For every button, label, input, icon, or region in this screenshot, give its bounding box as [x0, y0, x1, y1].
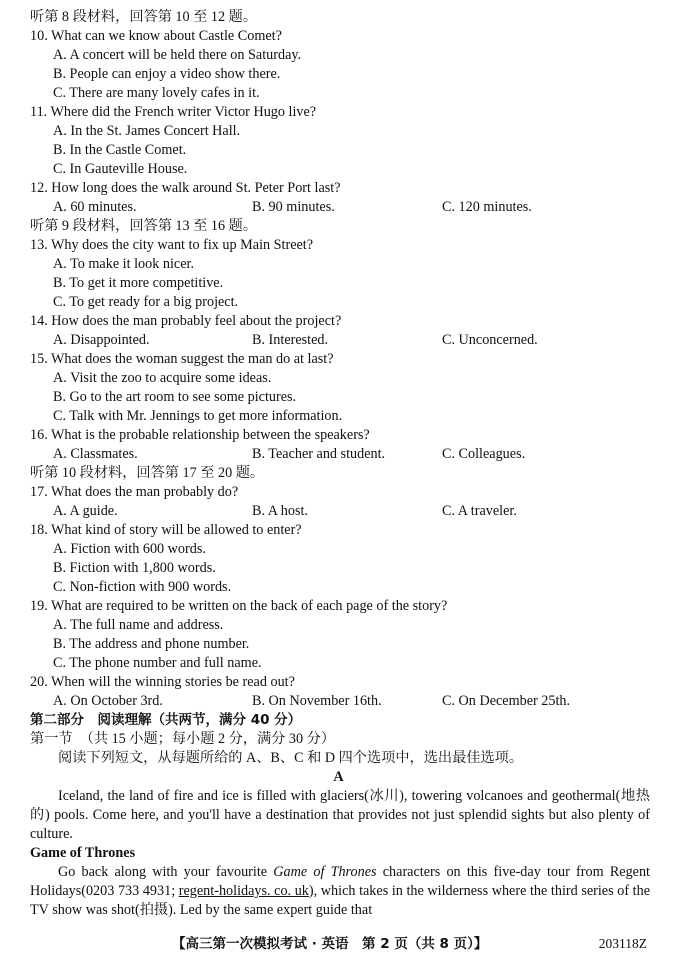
q14-options	[53, 331, 653, 350]
q19-option-c: C. The phone number and full name.	[53, 655, 262, 671]
q13-option-b: B. To get it more competitive.	[53, 275, 224, 291]
paragraph-1-text: Iceland, the land of fire and ice is filled with glaciers(冰川), towering volcanoes and geothermal(地热的) pools. Come here, and you'll have a destination that provides not just splendid sights but also plenty of culture.	[30, 788, 650, 842]
show-title: Game of Thrones	[273, 864, 377, 880]
part-two-heading: 第二部分 阅读理解（共两节，满分 40 分）	[30, 712, 302, 728]
q11-option-a: A. In the St. James Concert Hall.	[53, 123, 241, 139]
question-19: 19. What are required to be written on the back of each page of the story?	[30, 598, 448, 614]
q16-options	[53, 445, 653, 464]
listening-header-8: 听第 8 段材料，回答第 10 至 12 题。	[30, 9, 258, 25]
passage-subheading: Game of Thrones	[30, 845, 136, 861]
q17-option-a: A. A guide.	[53, 503, 118, 519]
passage-paragraph-2	[30, 863, 650, 920]
footer-title: 【高三第一次模拟考试 · 英语 第 2 页（共 8 页）】	[172, 936, 488, 952]
q16-option-a: A. Classmates.	[53, 446, 138, 462]
question-18: 18. What kind of story will be allowed to enter?	[30, 522, 302, 538]
q17-options	[53, 502, 653, 521]
q12-option-c: C. 120 minutes.	[442, 199, 532, 215]
q15-option-c: C. Talk with Mr. Jennings to get more information.	[53, 408, 343, 424]
listening-header-9: 听第 9 段材料，回答第 13 至 16 题。	[30, 218, 258, 234]
q18-option-c: C. Non-fiction with 900 words.	[53, 579, 232, 595]
question-17: 17. What does the man probably do?	[30, 484, 239, 500]
q11-option-c: C. In Gauteville House.	[53, 161, 188, 177]
q20-option-b: B. On November 16th.	[252, 693, 382, 709]
q10-option-a: A. A concert will be held there on Saturday.	[53, 47, 302, 63]
reading-instruction: 阅读下列短文，从每题所给的 A、B、C 和 D 四个选项中，选出最佳选项。	[58, 750, 524, 766]
q13-option-a: A. To make it look nicer.	[53, 256, 194, 272]
q12-option-b: B. 90 minutes.	[252, 199, 335, 215]
passage-label: A	[333, 769, 344, 785]
question-11: 11. Where did the French writer Victor Hugo live?	[30, 104, 317, 120]
q14-option-b: B. Interested.	[252, 332, 329, 348]
listening-header-10: 听第 10 段材料，回答第 17 至 20 题。	[30, 465, 265, 481]
passage-paragraph-1	[30, 787, 650, 844]
q18-option-a: A. Fiction with 600 words.	[53, 541, 206, 557]
q10-option-c: C. There are many lovely cafes in it.	[53, 85, 260, 101]
q20-option-c: C. On December 25th.	[442, 693, 571, 709]
q16-option-c: C. Colleagues.	[442, 446, 526, 462]
footer-code: 203118Z	[598, 936, 647, 951]
q10-option-b: B. People can enjoy a video show there.	[53, 66, 281, 82]
question-13: 13. Why does the city want to fix up Main Street?	[30, 237, 314, 253]
section-one-heading: 第一节 （共 15 小题；每小题 2 分，满分 30 分）	[30, 731, 336, 747]
q14-option-c: C. Unconcerned.	[442, 332, 538, 348]
question-20: 20. When will the winning stories be read out?	[30, 674, 295, 690]
q18-option-b: B. Fiction with 1,800 words.	[53, 560, 216, 576]
q11-option-b: B. In the Castle Comet.	[53, 142, 187, 158]
paragraph-2-text-mid: characters on this five-day tour from Regent Holidays(0203 733 4931;	[30, 864, 651, 899]
paragraph-2-text-start: Go back along with your favourite	[58, 864, 274, 880]
question-14: 14. How does the man probably feel about the project?	[30, 313, 342, 329]
q19-option-b: B. The address and phone number.	[53, 636, 250, 652]
question-16: 16. What is the probable relationship between the speakers?	[30, 427, 370, 443]
question-15: 15. What does the woman suggest the man do at last?	[30, 351, 334, 367]
paragraph-2-text-end: ), which takes in the wilderness where the third series of the TV show was shot(拍摄). Led by the same expert guide that	[30, 883, 650, 918]
q15-option-a: A. Visit the zoo to acquire some ideas.	[53, 370, 272, 386]
q20-option-a: A. On October 3rd.	[53, 693, 163, 709]
q16-option-b: B. Teacher and student.	[252, 446, 386, 462]
regent-holidays-link[interactable]: regent-holidays. co. uk	[178, 883, 309, 899]
question-10: 10. What can we know about Castle Comet?	[30, 28, 282, 44]
q12-options	[53, 198, 653, 217]
question-12: 12. How long does the walk around St. Peter Port last?	[30, 180, 341, 196]
q14-option-a: A. Disappointed.	[53, 332, 150, 348]
q19-option-a: A. The full name and address.	[53, 617, 224, 633]
q20-options	[53, 692, 653, 711]
q17-option-b: B. A host.	[252, 503, 308, 519]
q15-option-b: B. Go to the art room to see some pictures.	[53, 389, 297, 405]
q12-option-a: A. 60 minutes.	[53, 199, 137, 215]
q17-option-c: C. A traveler.	[442, 503, 517, 519]
q13-option-c: C. To get ready for a big project.	[53, 294, 239, 310]
